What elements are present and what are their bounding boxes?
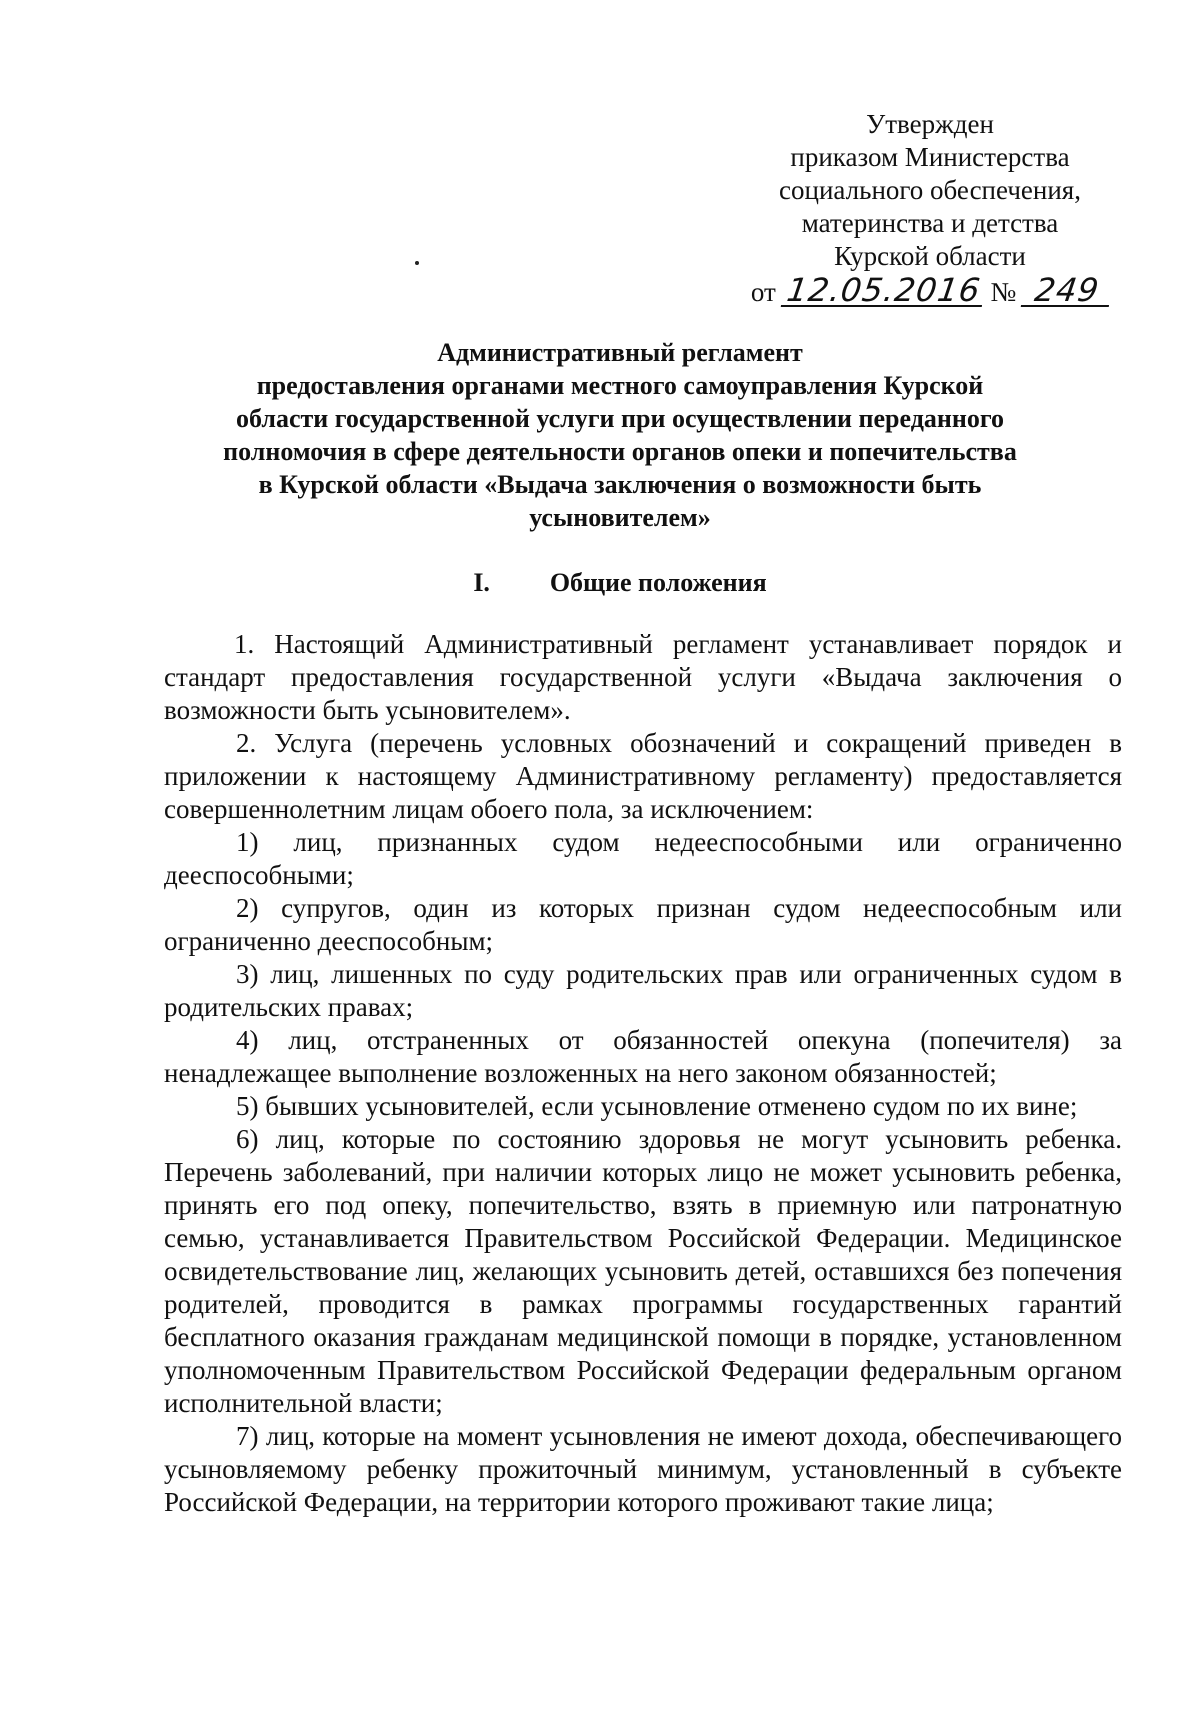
paragraph: 5) бывших усыновителей, если усыновление отменено судом по их вине; <box>236 1091 1078 1121</box>
scan-dot <box>415 261 419 265</box>
paragraph: 2) супругов, один из которых признан судом недееспособным или ограниченно дееспособным; <box>164 893 1122 956</box>
section-number: I. <box>473 568 490 597</box>
document-title <box>160 336 1080 534</box>
paragraph: 1) лиц, признанных судом недееспособными или ограниченно дееспособными; <box>164 827 1122 890</box>
title-line: усыновителем» <box>529 503 711 532</box>
approval-line: материнства и детства <box>801 208 1059 238</box>
paragraph: 6) лиц, которые по состоянию здоровья не могут усыновить ребенка. Перечень заболеваний, при наличии которых лицо не может усыновить ребенка, принять его под опеку, попечительство, взять в приемную или патронатную семью, устанавливается Правительством Российской Федерации. Медицинское освидетельствование лиц, желающих усыновить детей, оставшихся без попечения родителей, проводится в рамках программы государственных гарантий бесплатного оказания гражданам медицинской помощи в порядке, установленном уполномоченным Правительством Российской Федерации федеральным органом исполнительной власти; <box>164 1124 1122 1418</box>
handwritten-date: 12.05.2016 <box>780 275 986 307</box>
paragraph: 4) лиц, отстраненных от обязанностей опекуна (попечителя) за ненадлежащее выполнение возложенных на него законом обязанностей; <box>164 1025 1122 1088</box>
title-line: Административный регламент <box>437 338 803 367</box>
paragraph: 3) лиц, лишенных по суду родительских прав или ограниченных судом в родительских правах; <box>164 959 1122 1022</box>
number-sign: № <box>990 277 1017 307</box>
approval-line: Курской области <box>834 241 1026 271</box>
document-body <box>164 628 1122 1519</box>
title-line: области государственной услуги при осуществлении переданного <box>236 404 1004 433</box>
title-line: полномочия в сфере деятельности органов опеки и попечительства <box>223 437 1017 466</box>
title-line: в Курской области «Выдача заключения о возможности быть <box>258 470 982 499</box>
handwritten-number: 249 <box>1021 275 1113 307</box>
title-line: предоставления органами местного самоуправления Курской <box>256 371 984 400</box>
approval-line: Утвержден <box>866 109 994 139</box>
approval-line: приказом Министерства <box>790 142 1070 172</box>
section-title: Общие положения <box>549 568 767 597</box>
approval-block <box>745 108 1115 309</box>
approval-line: социального обеспечения, <box>779 175 1081 205</box>
paragraph: 2. Услуга (перечень условных обозначений и сокращений приведен в приложении к настоящему Административному регламенту) предоставляется совершеннолетним лицам обоего пола, за исключением: <box>164 728 1122 824</box>
date-prefix: от <box>750 277 776 307</box>
paragraph: 1. Настоящий Административный регламент устанавливает порядок и стандарт предоставления государственной услуги «Выдача заключения о возможности быть усыновителем». <box>164 629 1122 725</box>
approval-date-line <box>745 271 1115 309</box>
paragraph: 7) лиц, которые на момент усыновления не имеют дохода, обеспечивающего усыновляемому ребенку прожиточный минимум, установленный в субъекте Российской Федерации, на территории которого проживают такие лица; <box>164 1421 1122 1517</box>
section-heading <box>160 568 1080 598</box>
